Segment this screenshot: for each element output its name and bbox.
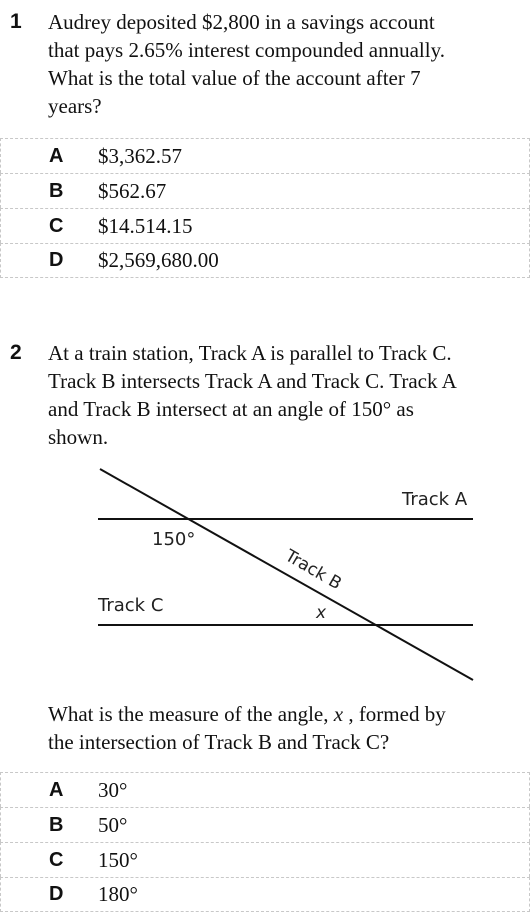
- choice-text: 50°: [98, 812, 128, 837]
- track-b-label: Track B: [281, 546, 345, 595]
- track-a-label: Track A: [402, 489, 468, 510]
- question-2-text: [48, 339, 457, 451]
- choice-text: $2,569,680.00: [98, 248, 219, 272]
- followup-line-2: the intersection of Track B and Track C?: [48, 730, 390, 754]
- question-1-number: 1: [10, 10, 22, 33]
- choice-text: 150°: [98, 847, 138, 872]
- choice-letter: A: [49, 144, 64, 167]
- question-1-line: that pays 2.65% interest compounded annually.: [48, 38, 445, 62]
- choice-b[interactable]: [0, 807, 530, 842]
- choice-text: 180°: [98, 882, 138, 906]
- track-c-label: Track C: [98, 595, 164, 616]
- choice-d[interactable]: [0, 243, 530, 278]
- choice-text: $14.514.15: [98, 213, 193, 238]
- choice-a[interactable]: [0, 772, 530, 807]
- question-2-choices: [0, 772, 530, 912]
- choice-text: $562.67: [98, 178, 167, 203]
- question-2-line: Track B intersects Track A and Track C. Track A: [48, 369, 457, 393]
- question-1-line: years?: [48, 94, 102, 118]
- track-diagram: [0, 460, 532, 690]
- choice-letter: C: [49, 848, 64, 871]
- question-1-text: [48, 8, 445, 120]
- variable-x: x: [333, 702, 344, 726]
- choice-letter: B: [49, 179, 64, 202]
- choice-c[interactable]: [0, 208, 530, 243]
- question-2-line: At a train station, Track A is parallel to Track C.: [48, 341, 452, 365]
- followup-line-1: [48, 700, 446, 728]
- choice-letter: D: [49, 883, 64, 905]
- question-1-line: Audrey deposited $2,800 in a savings account: [48, 10, 435, 34]
- question-2-number: 2: [10, 341, 22, 364]
- angle-150-label: 150°: [152, 529, 196, 550]
- angle-x-label: x: [316, 603, 327, 623]
- choice-letter: B: [49, 813, 64, 836]
- question-1-choices: [0, 138, 530, 278]
- question-1-line: What is the total value of the account after 7: [48, 66, 421, 90]
- choice-letter: D: [49, 249, 64, 271]
- question-2-line: shown.: [48, 425, 109, 449]
- question-2-followup: [48, 700, 446, 756]
- choice-letter: A: [49, 778, 64, 801]
- choice-d[interactable]: [0, 877, 530, 912]
- choice-a[interactable]: [0, 138, 530, 173]
- choice-letter: C: [49, 214, 64, 237]
- followup-text: What is the measure of the angle,: [48, 702, 334, 726]
- choice-b[interactable]: [0, 173, 530, 208]
- choice-text: $3,362.57: [98, 143, 182, 168]
- followup-text: , formed by: [343, 702, 446, 726]
- choice-c[interactable]: [0, 842, 530, 877]
- question-2-line: and Track B intersect at an angle of 150° as: [48, 397, 414, 421]
- choice-text: 30°: [98, 777, 128, 802]
